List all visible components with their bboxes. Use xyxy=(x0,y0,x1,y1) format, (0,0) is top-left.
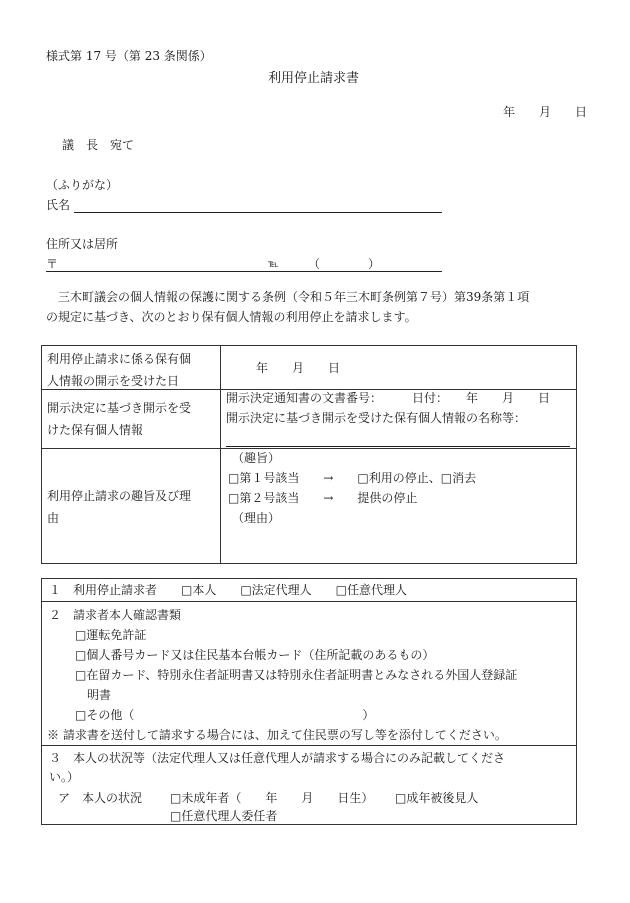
principal-status-title-cont: い。） xyxy=(49,770,80,784)
principal-status-label: ア 本人の状況 xyxy=(58,791,143,805)
intro-text-line-1: 三木町議会の個人情報の保護に関する条例（令和５年三木町条例第７号）第39条第１項 xyxy=(46,290,530,304)
id-doc-other-field[interactable]: □その他（ ） xyxy=(75,708,375,722)
table-row-line xyxy=(41,448,577,449)
address-field[interactable] xyxy=(46,271,442,272)
table-divider xyxy=(220,345,221,564)
ward-option[interactable]: □成年被後見人 xyxy=(395,791,479,805)
purpose-label: （趣旨） xyxy=(232,451,281,465)
reason-label: （理由） xyxy=(232,511,281,525)
disclosure-date-field[interactable]: 年 月 日 xyxy=(256,361,341,375)
principal-option[interactable]: □任意代理人委任者 xyxy=(170,809,278,823)
row1-label xyxy=(47,348,191,392)
row2-label-line: 開示決定に基づき開示を受 xyxy=(47,401,192,415)
postal-mark: 〒 xyxy=(46,257,59,271)
minor-option[interactable]: □未成年者（ 年 月 日生） xyxy=(170,791,374,805)
option-article-1[interactable]: □第１号該当 → □利用の停止、□消去 xyxy=(228,471,477,485)
intro-text-line-2: の規定に基づき、次のとおり保有個人情報の利用停止を請求します。 xyxy=(46,310,417,324)
name-label: 氏名 xyxy=(46,198,71,212)
id-doc-option[interactable]: □個人番号カード又は住民基本台帳カード（住所記載のあるもの） xyxy=(75,648,435,662)
row3-label-line: 利用停止請求の趣旨及び理 xyxy=(47,489,192,503)
mail-note: ※ 請求書を送付して請求する場合には、加えて住民票の写し等を添付してください。 xyxy=(47,728,507,742)
option-article-2[interactable]: □第２号該当 → 提供の停止 xyxy=(228,491,418,505)
id-doc-option[interactable]: □在留カード、特別永住者証明書又は特別永住者証明書とみなされる外国人登録証 xyxy=(75,668,518,682)
row1-label-line: 利用停止請求に係る保有個 xyxy=(47,352,192,366)
form-title: 利用停止請求書 xyxy=(268,71,360,86)
address-label: 住所又は居所 xyxy=(46,237,119,251)
requester-type-row[interactable]: １ 利用停止請求者 □本人 □法定代理人 □任意代理人 xyxy=(49,583,408,597)
table-row-line xyxy=(41,601,577,602)
tel-mark: ℡ xyxy=(268,259,279,270)
id-docs-title: ２ 請求者本人確認書類 xyxy=(49,608,182,622)
info-name-field[interactable] xyxy=(226,446,570,447)
addressee: 議 長 宛て xyxy=(62,138,135,152)
row3-label xyxy=(47,485,191,529)
principal-status-title: ３ 本人の状況等（法定代理人又は任意代理人が請求する場合にのみ記載してくださ xyxy=(49,751,506,765)
id-doc-option-cont: 明書 xyxy=(87,688,112,702)
date-line: 年 月 日 xyxy=(503,105,588,119)
furigana-label: （ふりがな） xyxy=(46,178,119,192)
tel-parens: （ ） xyxy=(308,257,381,271)
notice-number-field[interactable]: 開示決定通知書の文書番号： 日付： 年 月 日 xyxy=(226,391,551,405)
form-number: 様式第 17 号（第 23 条関係） xyxy=(46,49,212,63)
row2-label-line: けた保有個人情報 xyxy=(47,423,144,437)
id-doc-option[interactable]: □運転免許証 xyxy=(75,628,147,642)
row3-label-line: 由 xyxy=(47,511,60,525)
row1-label-line: 人情報の開示を受けた日 xyxy=(47,374,180,388)
table-row-line xyxy=(41,745,577,746)
row2-label xyxy=(47,397,191,441)
name-field[interactable] xyxy=(74,212,442,213)
info-name-label: 開示決定に基づき開示を受けた保有個人情報の名称等： xyxy=(226,411,527,425)
